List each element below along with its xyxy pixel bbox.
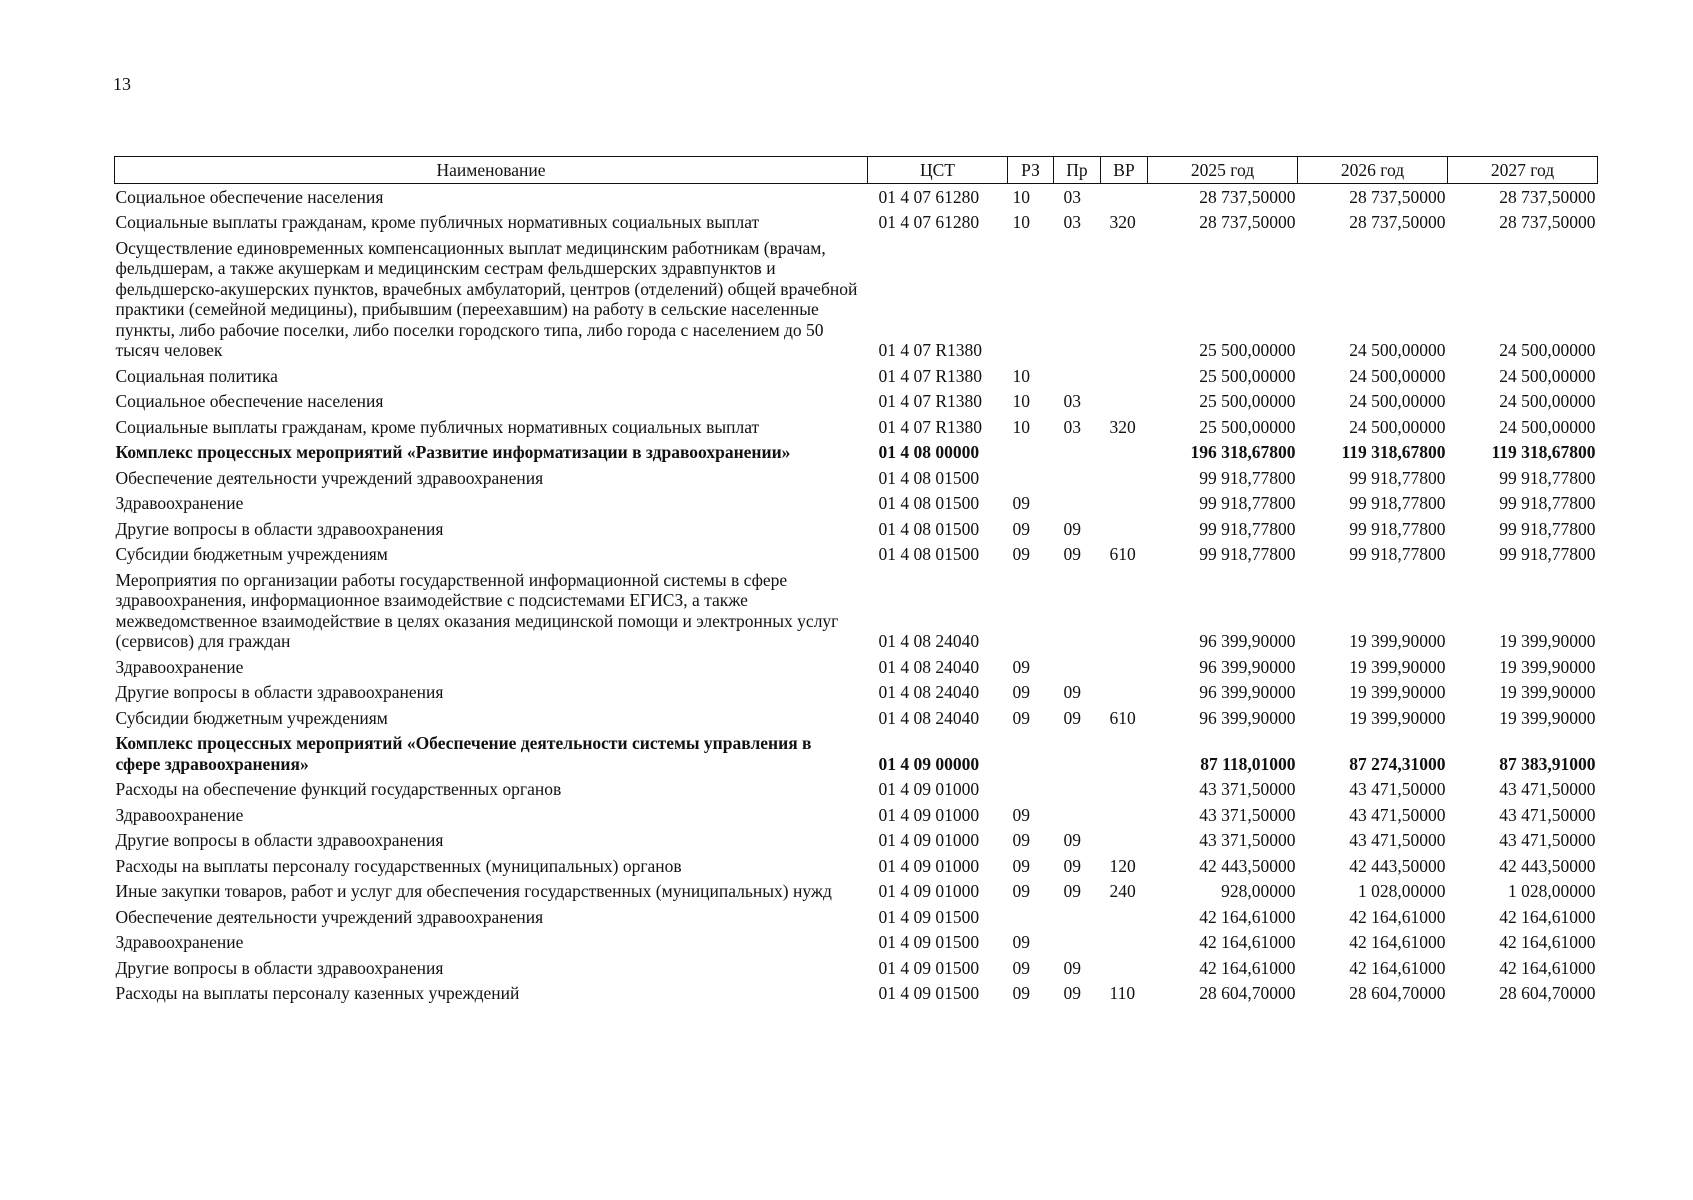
cell-2027: 99 918,77800 <box>1499 518 1596 539</box>
cell-2026: 19 399,90000 <box>1349 656 1446 677</box>
cell-vr: 120 <box>1109 855 1136 876</box>
cell-2025: 96 399,90000 <box>1199 707 1296 728</box>
cell-name: Субсидии бюджетным учреждениям <box>115 707 388 728</box>
cell-pr: 09 <box>1063 957 1081 978</box>
cell-vr <box>1101 802 1148 828</box>
cell-pr <box>1054 235 1101 363</box>
cell-2026: 119 318,67800 <box>1341 442 1446 462</box>
table-row <box>115 184 1598 210</box>
cell-2025: 42 443,50000 <box>1199 855 1296 876</box>
table-row <box>115 828 1598 854</box>
cell-2027: 24 500,00000 <box>1499 365 1596 386</box>
table-row <box>115 542 1598 568</box>
cell-cst: 01 4 08 24040 <box>878 682 980 702</box>
cell-name: Другие вопросы в области здравоохранения <box>115 830 444 850</box>
cell-vr <box>1101 440 1148 466</box>
cell-2025: 28 737,50000 <box>1199 186 1296 207</box>
cell-2027: 43 471,50000 <box>1499 779 1596 799</box>
cell-2027: 28 737,50000 <box>1499 186 1596 207</box>
header-2026: 2026 год <box>1298 157 1448 184</box>
cell-2025: 99 918,77800 <box>1199 467 1296 488</box>
cell-vr <box>1101 465 1148 491</box>
budget-table <box>114 156 1598 1006</box>
cell-cst: 01 4 08 01500 <box>878 467 980 488</box>
cell-pr: 09 <box>1063 544 1081 564</box>
cell-rz: 09 <box>1012 830 1030 850</box>
cell-pr: 09 <box>1063 855 1081 876</box>
table-row <box>115 904 1598 930</box>
cell-pr <box>1054 904 1101 930</box>
cell-pr: 09 <box>1063 682 1081 702</box>
table-row <box>115 680 1598 706</box>
cell-2027: 1 028,00000 <box>1508 881 1596 901</box>
cell-2027: 19 399,90000 <box>1499 656 1596 677</box>
cell-cst: 01 4 08 01500 <box>878 493 980 513</box>
cell-2026: 99 918,77800 <box>1349 544 1446 564</box>
cell-2026: 43 471,50000 <box>1349 804 1446 825</box>
cell-2025: 96 399,90000 <box>1199 656 1296 677</box>
cell-pr: 09 <box>1063 983 1081 1003</box>
cell-2026: 99 918,77800 <box>1349 467 1446 488</box>
table-row <box>115 930 1598 956</box>
cell-2027: 24 500,00000 <box>1499 340 1596 360</box>
header-name: Наименование <box>115 157 868 184</box>
cell-2026: 24 500,00000 <box>1349 391 1446 411</box>
cell-rz <box>1008 567 1054 654</box>
cell-2026: 19 399,90000 <box>1349 682 1446 702</box>
cell-cst: 01 4 09 01000 <box>878 855 980 876</box>
cell-name: Расходы на выплаты персоналу государственных (муниципальных) органов <box>115 855 682 876</box>
cell-vr <box>1101 389 1148 415</box>
cell-2026: 42 164,61000 <box>1349 957 1446 978</box>
cell-name: Комплекс процессных мероприятий «Обеспечение деятельности системы управления в сфере здравоохранения» <box>115 733 812 774</box>
cell-pr: 09 <box>1063 881 1081 901</box>
cell-cst: 01 4 09 01500 <box>878 906 980 927</box>
cell-cst: 01 4 09 01500 <box>878 983 980 1003</box>
cell-2027: 28 737,50000 <box>1499 212 1596 232</box>
cell-pr: 09 <box>1063 707 1081 728</box>
cell-2027: 99 918,77800 <box>1499 467 1596 488</box>
cell-2025: 43 371,50000 <box>1199 830 1296 850</box>
cell-vr: 110 <box>1109 983 1136 1003</box>
cell-pr <box>1054 654 1101 680</box>
cell-2027: 24 500,00000 <box>1499 416 1596 437</box>
cell-cst: 01 4 08 24040 <box>878 707 980 728</box>
cell-2025: 28 737,50000 <box>1199 212 1296 232</box>
cell-cst: 01 4 08 01500 <box>878 518 980 539</box>
cell-name: Здравоохранение <box>115 656 244 677</box>
cell-2025: 99 918,77800 <box>1199 518 1296 539</box>
cell-name: Расходы на обеспечение функций государственных органов <box>115 779 562 799</box>
cell-2027: 87 383,91000 <box>1499 753 1596 774</box>
cell-name: Обеспечение деятельности учреждений здравоохранения <box>115 906 544 927</box>
header-2025: 2025 год <box>1148 157 1298 184</box>
cell-cst: 01 4 07 61280 <box>878 212 980 232</box>
cell-name: Другие вопросы в области здравоохранения <box>115 518 444 539</box>
cell-name: Здравоохранение <box>115 932 244 952</box>
cell-2026: 28 737,50000 <box>1349 212 1446 232</box>
cell-rz: 09 <box>1012 682 1030 702</box>
cell-2025: 196 318,67800 <box>1190 442 1296 462</box>
cell-cst: 01 4 09 01500 <box>878 957 980 978</box>
cell-cst: 01 4 09 01000 <box>878 830 980 850</box>
cell-2026: 87 274,31000 <box>1349 753 1446 774</box>
cell-2026: 42 164,61000 <box>1349 932 1446 952</box>
cell-vr <box>1101 777 1148 803</box>
cell-name: Комплекс процессных мероприятий «Развитие информатизации в здравоохранении» <box>115 442 791 462</box>
cell-name: Другие вопросы в области здравоохранения <box>115 957 444 978</box>
cell-pr: 03 <box>1063 391 1081 411</box>
cell-pr: 03 <box>1063 416 1081 437</box>
cell-rz <box>1008 731 1054 777</box>
cell-cst: 01 4 07 R1380 <box>878 391 983 411</box>
cell-name: Социальные выплаты гражданам, кроме публичных нормативных социальных выплат <box>115 212 760 232</box>
cell-name: Мероприятия по организации работы государственной информационной системы в сфере здравоохранения, информационное взаимодействие с подсистемами ЕГИСЗ, а также межведомственное взаимодействие в целях оказания медицинской помощи и электронных услуг (сервисов) для граждан <box>115 569 839 651</box>
cell-vr: 320 <box>1109 212 1136 232</box>
cell-2025: 42 164,61000 <box>1199 932 1296 952</box>
cell-2026: 1 028,00000 <box>1358 881 1446 901</box>
cell-rz: 09 <box>1012 544 1030 564</box>
table-row <box>115 210 1598 236</box>
header-pr: Пр <box>1054 157 1101 184</box>
cell-2025: 43 371,50000 <box>1199 779 1296 799</box>
cell-name: Субсидии бюджетным учреждениям <box>115 544 388 564</box>
cell-name: Расходы на выплаты персоналу казенных учреждений <box>115 983 520 1003</box>
cell-2025: 928,00000 <box>1221 881 1296 901</box>
cell-rz: 10 <box>1012 212 1030 232</box>
cell-cst: 01 4 09 01500 <box>878 932 980 952</box>
cell-rz <box>1008 235 1054 363</box>
cell-2025: 25 500,00000 <box>1199 340 1296 360</box>
table-row <box>115 440 1598 466</box>
cell-rz: 09 <box>1012 656 1030 677</box>
cell-cst: 01 4 08 24040 <box>878 656 980 677</box>
table-row <box>115 802 1598 828</box>
cell-name: Социальное обеспечение населения <box>115 391 384 411</box>
cell-pr: 03 <box>1063 212 1081 232</box>
cell-pr <box>1054 363 1101 389</box>
cell-vr: 320 <box>1109 416 1136 437</box>
cell-cst: 01 4 08 01500 <box>878 544 980 564</box>
cell-pr <box>1054 930 1101 956</box>
cell-2025: 99 918,77800 <box>1199 544 1296 564</box>
cell-rz: 09 <box>1012 881 1030 901</box>
cell-cst: 01 4 07 61280 <box>878 186 980 207</box>
cell-2026: 42 443,50000 <box>1349 855 1446 876</box>
cell-cst: 01 4 08 00000 <box>878 442 980 462</box>
cell-2027: 19 399,90000 <box>1499 682 1596 702</box>
cell-rz: 09 <box>1012 518 1030 539</box>
cell-name: Здравоохранение <box>115 493 244 513</box>
table-row <box>115 705 1598 731</box>
cell-name: Обеспечение деятельности учреждений здравоохранения <box>115 467 544 488</box>
cell-rz: 09 <box>1012 983 1030 1003</box>
cell-cst: 01 4 09 01000 <box>878 804 980 825</box>
cell-2027: 42 164,61000 <box>1499 932 1596 952</box>
header-cst: ЦСТ <box>868 157 1008 184</box>
cell-cst: 01 4 09 00000 <box>878 753 980 774</box>
table-row <box>115 516 1598 542</box>
cell-2027: 99 918,77800 <box>1499 544 1596 564</box>
table-row <box>115 777 1598 803</box>
cell-pr: 09 <box>1063 518 1081 539</box>
table-row <box>115 567 1598 654</box>
cell-rz <box>1008 904 1054 930</box>
table-row <box>115 363 1598 389</box>
cell-2026: 19 399,90000 <box>1349 631 1446 651</box>
cell-2027: 119 318,67800 <box>1491 442 1596 462</box>
cell-vr <box>1101 904 1148 930</box>
table-header <box>115 157 1598 184</box>
header-rz: РЗ <box>1008 157 1054 184</box>
cell-vr <box>1101 680 1148 706</box>
cell-rz: 09 <box>1012 957 1030 978</box>
cell-vr <box>1101 516 1148 542</box>
table-row <box>115 414 1598 440</box>
cell-cst: 01 4 07 R1380 <box>878 416 983 437</box>
cell-pr <box>1054 567 1101 654</box>
cell-2027: 19 399,90000 <box>1499 631 1596 651</box>
header-vr: ВР <box>1101 157 1148 184</box>
cell-rz: 10 <box>1012 365 1030 386</box>
cell-2025: 99 918,77800 <box>1199 493 1296 513</box>
cell-vr <box>1101 235 1148 363</box>
cell-rz <box>1008 440 1054 466</box>
cell-vr <box>1101 654 1148 680</box>
cell-pr <box>1054 802 1101 828</box>
cell-vr <box>1101 731 1148 777</box>
cell-2026: 43 471,50000 <box>1349 830 1446 850</box>
cell-cst: 01 4 09 01000 <box>878 779 980 799</box>
cell-2027: 42 443,50000 <box>1499 855 1596 876</box>
cell-name: Социальное обеспечение населения <box>115 186 384 207</box>
table-row <box>115 981 1598 1007</box>
cell-2025: 42 164,61000 <box>1199 957 1296 978</box>
cell-2027: 43 471,50000 <box>1499 830 1596 850</box>
cell-2026: 24 500,00000 <box>1349 416 1446 437</box>
cell-2027: 24 500,00000 <box>1499 391 1596 411</box>
cell-rz <box>1008 465 1054 491</box>
cell-rz: 09 <box>1012 707 1030 728</box>
cell-cst: 01 4 07 R1380 <box>878 340 983 360</box>
cell-cst: 01 4 09 01000 <box>878 881 980 901</box>
cell-vr: 610 <box>1109 544 1136 564</box>
cell-name: Осуществление единовременных компенсационных выплат медицинским работникам (врачам, фельдшерам, а также акушеркам и медицинским сестрам фельдшерских здравпунктов и фельдшерско-акушерских пунктов, врачебных амбулаторий, центров (отделений) общей врачебной практики (семейной медицины), прибывшим (переехавшим) на работу в сельские населенные пункты, либо рабочие поселки, либо поселки городского типа, либо города с населением до 50 тысяч человек <box>115 237 858 360</box>
cell-vr <box>1101 491 1148 517</box>
cell-2026: 28 604,70000 <box>1349 983 1446 1003</box>
table-row <box>115 465 1598 491</box>
table-row <box>115 235 1598 363</box>
page-number: 13 <box>113 74 131 94</box>
cell-vr: 610 <box>1109 707 1136 728</box>
cell-2027: 42 164,61000 <box>1499 957 1596 978</box>
cell-2025: 42 164,61000 <box>1199 906 1296 927</box>
cell-2027: 28 604,70000 <box>1499 983 1596 1003</box>
cell-2026: 42 164,61000 <box>1349 906 1446 927</box>
cell-pr <box>1054 731 1101 777</box>
header-row <box>115 157 1598 184</box>
cell-pr <box>1054 440 1101 466</box>
cell-pr <box>1054 465 1101 491</box>
cell-2025: 87 118,01000 <box>1200 753 1296 774</box>
cell-rz: 09 <box>1012 932 1030 952</box>
table-row <box>115 654 1598 680</box>
cell-cst: 01 4 08 24040 <box>878 631 980 651</box>
cell-vr <box>1101 955 1148 981</box>
cell-2025: 96 399,90000 <box>1199 682 1296 702</box>
cell-vr <box>1101 930 1148 956</box>
cell-name: Здравоохранение <box>115 804 244 825</box>
table-row <box>115 731 1598 777</box>
cell-rz: 09 <box>1012 855 1030 876</box>
cell-2025: 25 500,00000 <box>1199 391 1296 411</box>
cell-2027: 42 164,61000 <box>1499 906 1596 927</box>
table-row <box>115 491 1598 517</box>
cell-2025: 25 500,00000 <box>1199 365 1296 386</box>
cell-cst: 01 4 07 R1380 <box>878 365 983 386</box>
table-row <box>115 879 1598 905</box>
cell-2026: 28 737,50000 <box>1349 186 1446 207</box>
cell-vr: 240 <box>1109 881 1136 901</box>
cell-name: Социальная политика <box>115 365 278 386</box>
cell-vr <box>1101 184 1148 210</box>
cell-name: Другие вопросы в области здравоохранения <box>115 682 444 702</box>
table-row <box>115 389 1598 415</box>
cell-2026: 99 918,77800 <box>1349 493 1446 513</box>
cell-2025: 43 371,50000 <box>1199 804 1296 825</box>
cell-rz: 10 <box>1012 186 1030 207</box>
cell-vr <box>1101 567 1148 654</box>
cell-2026: 19 399,90000 <box>1349 707 1446 728</box>
cell-2027: 99 918,77800 <box>1499 493 1596 513</box>
cell-pr <box>1054 491 1101 517</box>
cell-vr <box>1101 363 1148 389</box>
cell-rz: 10 <box>1012 391 1030 411</box>
cell-name: Иные закупки товаров, работ и услуг для обеспечения государственных (муниципальных) нужд <box>115 881 832 901</box>
cell-pr: 03 <box>1063 186 1081 207</box>
cell-2026: 24 500,00000 <box>1349 340 1446 360</box>
cell-rz: 09 <box>1012 804 1030 825</box>
table-row <box>115 853 1598 879</box>
cell-2026: 43 471,50000 <box>1349 779 1446 799</box>
cell-vr <box>1101 828 1148 854</box>
cell-pr: 09 <box>1063 830 1081 850</box>
table-body <box>115 184 1598 1007</box>
header-2027: 2027 год <box>1448 157 1598 184</box>
cell-name: Социальные выплаты гражданам, кроме публичных нормативных социальных выплат <box>115 416 760 437</box>
cell-rz: 10 <box>1012 416 1030 437</box>
table-row <box>115 955 1598 981</box>
cell-2026: 24 500,00000 <box>1349 365 1446 386</box>
cell-2026: 99 918,77800 <box>1349 518 1446 539</box>
cell-2025: 28 604,70000 <box>1199 983 1296 1003</box>
cell-rz: 09 <box>1012 493 1030 513</box>
cell-2025: 25 500,00000 <box>1199 416 1296 437</box>
cell-rz <box>1008 777 1054 803</box>
cell-pr <box>1054 777 1101 803</box>
cell-2025: 96 399,90000 <box>1199 631 1296 651</box>
cell-2027: 43 471,50000 <box>1499 804 1596 825</box>
cell-2027: 19 399,90000 <box>1499 707 1596 728</box>
